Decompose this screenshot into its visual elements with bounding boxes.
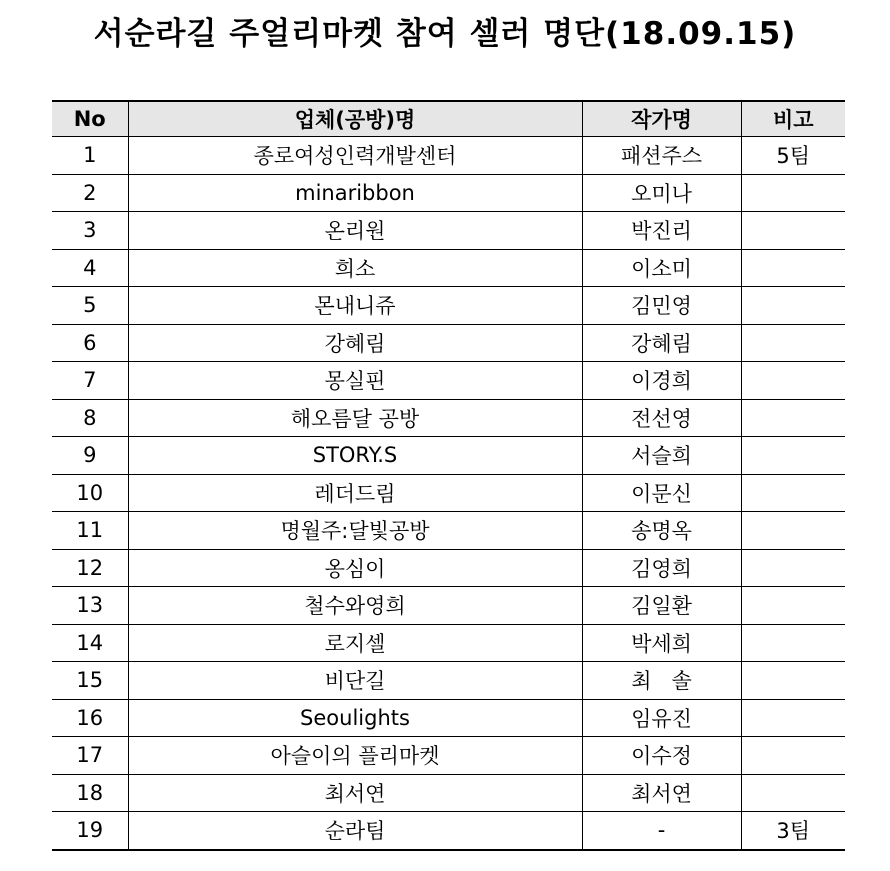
cell-no: 2: [52, 174, 128, 212]
cell-no: 7: [52, 362, 128, 400]
cell-no: 10: [52, 474, 128, 512]
cell-no: 11: [52, 512, 128, 550]
cell-shop-name: 온리원: [128, 212, 582, 250]
cell-note: [741, 362, 845, 400]
cell-artist-name: 전선영: [582, 399, 741, 437]
cell-shop-name: 명월주:달빛공방: [128, 512, 582, 550]
cell-no: 4: [52, 249, 128, 287]
cell-artist-name: 강혜림: [582, 324, 741, 362]
seller-table: [52, 100, 845, 851]
cell-no: 9: [52, 437, 128, 475]
table-row: [52, 362, 845, 400]
cell-shop-name: 레더드림: [128, 474, 582, 512]
cell-no: 13: [52, 587, 128, 625]
cell-shop-name: 종로여성인력개발센터: [128, 137, 582, 175]
cell-no: 8: [52, 399, 128, 437]
cell-note: 5팀: [741, 137, 845, 175]
table-row: [52, 662, 845, 700]
table-row: [52, 212, 845, 250]
table-row: [52, 287, 845, 325]
cell-note: [741, 512, 845, 550]
table-row: [52, 699, 845, 737]
cell-artist-name: 최 솔: [582, 662, 741, 700]
cell-note: [741, 587, 845, 625]
header-shop-name: 업체(공방)명: [128, 101, 582, 137]
table-row: [52, 737, 845, 775]
cell-artist-name: 임유진: [582, 699, 741, 737]
cell-note: [741, 324, 845, 362]
cell-shop-name: 희소: [128, 249, 582, 287]
cell-shop-name: 해오름달 공방: [128, 399, 582, 437]
cell-artist-name: 이경희: [582, 362, 741, 400]
cell-artist-name: 이문신: [582, 474, 741, 512]
cell-shop-name: 비단길: [128, 662, 582, 700]
cell-note: [741, 174, 845, 212]
cell-note: [741, 212, 845, 250]
cell-no: 6: [52, 324, 128, 362]
header-no: No: [52, 101, 128, 137]
cell-no: 17: [52, 737, 128, 775]
cell-shop-name: 최서연: [128, 774, 582, 812]
cell-no: 5: [52, 287, 128, 325]
cell-note: [741, 474, 845, 512]
cell-note: [741, 699, 845, 737]
table-row: [52, 812, 845, 850]
cell-note: 3팀: [741, 812, 845, 850]
cell-shop-name: 몽실핀: [128, 362, 582, 400]
cell-artist-name: 김일환: [582, 587, 741, 625]
cell-shop-name: 몬내니쥬: [128, 287, 582, 325]
cell-note: [741, 624, 845, 662]
cell-note: [741, 437, 845, 475]
cell-artist-name: 최서연: [582, 774, 741, 812]
cell-note: [741, 549, 845, 587]
cell-no: 16: [52, 699, 128, 737]
cell-note: [741, 399, 845, 437]
table-row: [52, 399, 845, 437]
cell-no: 12: [52, 549, 128, 587]
header-note: 비고: [741, 101, 845, 137]
table-row: [52, 774, 845, 812]
cell-artist-name: 이수정: [582, 737, 741, 775]
cell-no: 19: [52, 812, 128, 850]
cell-artist-name: 송명옥: [582, 512, 741, 550]
cell-artist-name: 서슬희: [582, 437, 741, 475]
cell-shop-name: 아슬이의 플리마켓: [128, 737, 582, 775]
cell-no: 14: [52, 624, 128, 662]
page-title: 서순라길 주얼리마켓 참여 셀러 명단(18.09.15): [93, 16, 797, 52]
cell-artist-name: 패션주스: [582, 137, 741, 175]
table-row: [52, 474, 845, 512]
cell-note: [741, 249, 845, 287]
cell-shop-name: 옹심이: [128, 549, 582, 587]
table-row: [52, 324, 845, 362]
cell-note: [741, 774, 845, 812]
cell-no: 3: [52, 212, 128, 250]
table-row: [52, 549, 845, 587]
table-header-row: [52, 101, 845, 137]
cell-artist-name: 김민영: [582, 287, 741, 325]
cell-shop-name: 철수와영희: [128, 587, 582, 625]
cell-no: 15: [52, 662, 128, 700]
table-row: [52, 512, 845, 550]
cell-shop-name: 순라팀: [128, 812, 582, 850]
cell-no: 1: [52, 137, 128, 175]
cell-artist-name: 박세희: [582, 624, 741, 662]
cell-note: [741, 737, 845, 775]
table-row: [52, 174, 845, 212]
cell-artist-name: 박진리: [582, 212, 741, 250]
table-row: [52, 137, 845, 175]
cell-artist-name: 오미나: [582, 174, 741, 212]
table-row: [52, 587, 845, 625]
cell-note: [741, 662, 845, 700]
cell-shop-name: STORY.S: [128, 437, 582, 475]
cell-shop-name: 로지셀: [128, 624, 582, 662]
cell-note: [741, 287, 845, 325]
cell-artist-name: 이소미: [582, 249, 741, 287]
cell-shop-name: minaribbon: [128, 174, 582, 212]
table-row: [52, 624, 845, 662]
table-row: [52, 437, 845, 475]
cell-no: 18: [52, 774, 128, 812]
table-row: [52, 249, 845, 287]
cell-artist-name: 김영희: [582, 549, 741, 587]
header-artist-name: 작가명: [582, 101, 741, 137]
cell-shop-name: 강혜림: [128, 324, 582, 362]
cell-artist-name: -: [582, 812, 741, 850]
cell-shop-name: Seoulights: [128, 699, 582, 737]
